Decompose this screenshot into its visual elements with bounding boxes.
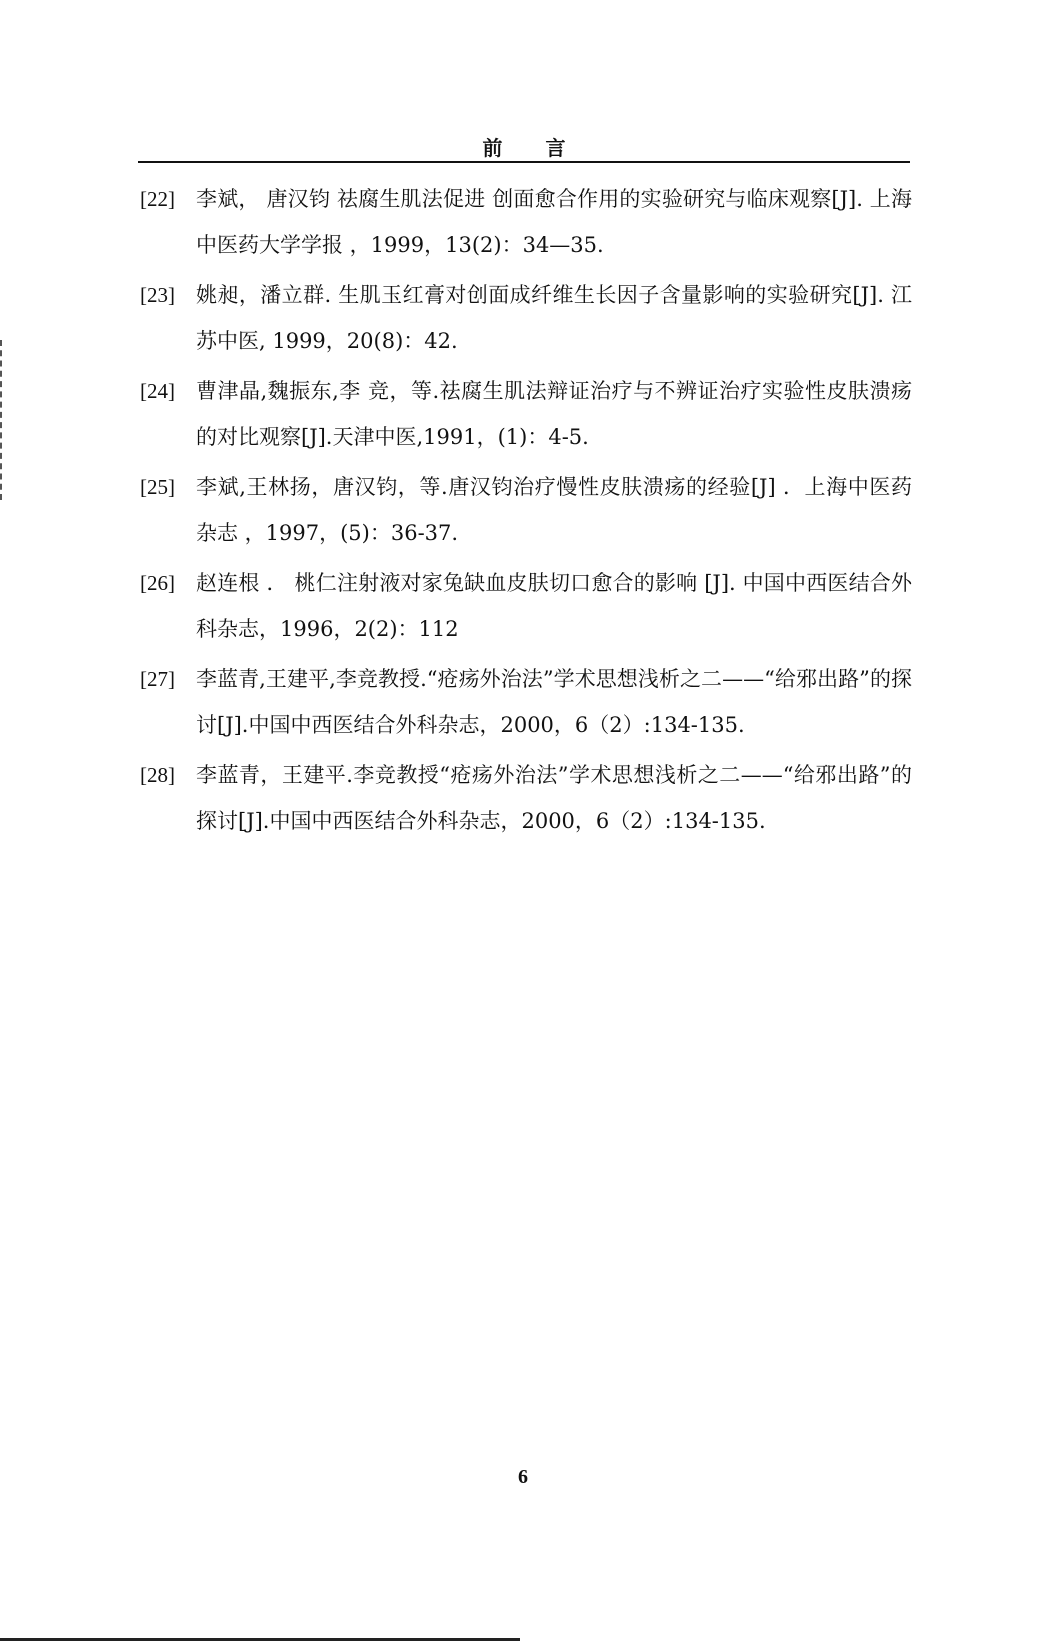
reference-text: 李斌,王林扬，唐汉钧，等.唐汉钧治疗慢性皮肤溃疡的经验[J] ．上海中医药杂志 ，1997，(5)：36-37. bbox=[196, 475, 912, 545]
reference-item-24 bbox=[140, 368, 912, 460]
scan-bottom-mark bbox=[0, 1638, 520, 1641]
reference-item-27 bbox=[140, 656, 912, 748]
reference-text: 赵连根 ． 桃仁注射液对家兔缺血皮肤切口愈合的影响 [J]. 中国中西医结合外科杂志，1996，2(2)：112 bbox=[196, 571, 912, 641]
reference-item-22 bbox=[140, 176, 912, 268]
reference-item-28 bbox=[140, 752, 912, 844]
reference-item-25 bbox=[140, 464, 912, 556]
page-number: 6 bbox=[518, 1466, 528, 1488]
reference-number: [22] bbox=[140, 187, 175, 211]
reference-item-23 bbox=[140, 272, 912, 364]
reference-text: 曹津晶,魏振东,李 竞，等.祛腐生肌法辩证治疗与不辨证治疗实验性皮肤溃疡的对比观察[J].天津中医,1991，(1)：4-5. bbox=[196, 379, 912, 449]
reference-text: 李蓝青，王建平.李竞教授“疮疡外治法”学术思想浅析之二——“给邪出路”的探讨[J].中国中西医结合外科杂志，2000，6（2）:134-135. bbox=[196, 763, 912, 833]
running-header-title: 前 言 bbox=[482, 136, 584, 160]
reference-text: 李斌， 唐汉钧 祛腐生肌法促进 创面愈合作用的实验研究与临床观察[J]. 上海中医药大学学报 ，1999，13(2)：34—35. bbox=[196, 187, 912, 257]
reference-number: [28] bbox=[140, 763, 175, 787]
reference-number: [24] bbox=[140, 379, 175, 403]
reference-number: [25] bbox=[140, 475, 175, 499]
reference-list bbox=[140, 176, 912, 848]
reference-text: 姚昶，潘立群. 生肌玉红膏对创面成纤维生长因子含量影响的实验研究[J]. 江苏中医, 1999，20(8)：42. bbox=[196, 283, 912, 353]
reference-text: 李蓝青,王建平,李竞教授.“疮疡外治法”学术思想浅析之二——“给邪出路”的探讨[J].中国中西医结合外科杂志，2000，6（2）:134-135. bbox=[196, 667, 912, 737]
reference-number: [23] bbox=[140, 283, 175, 307]
scan-edge-mark bbox=[0, 340, 2, 500]
header-rule bbox=[138, 161, 910, 163]
reference-number: [26] bbox=[140, 571, 175, 595]
reference-number: [27] bbox=[140, 667, 175, 691]
reference-item-26 bbox=[140, 560, 912, 652]
